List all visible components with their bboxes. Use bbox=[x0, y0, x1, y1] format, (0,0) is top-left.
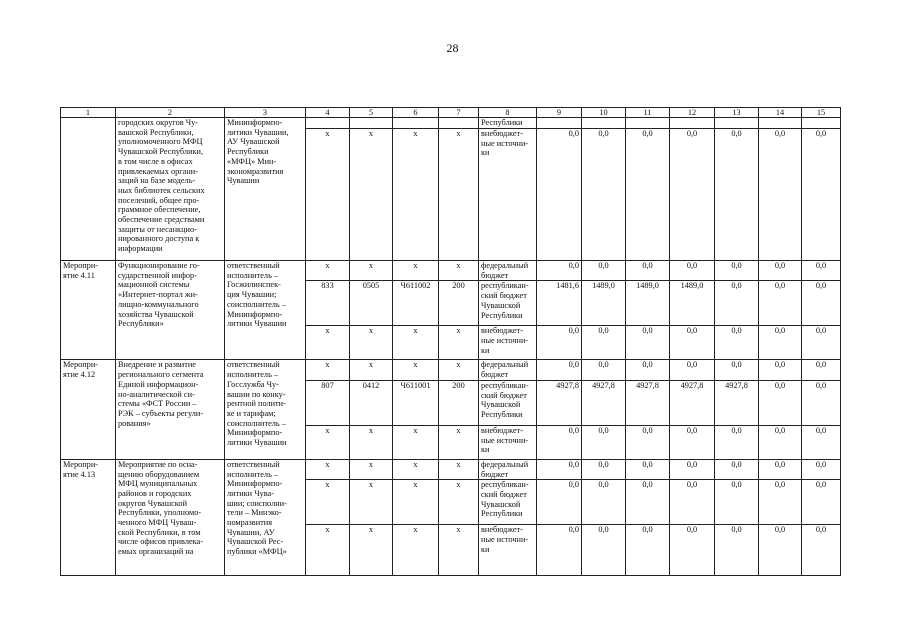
value-cell: 0,0 bbox=[759, 380, 802, 425]
executor-cell: ответственный исполнитель – Мининформпо- литики Чува- шии; соисполни- тели – Минэко- номразвития Чувашии, АУ Чувашской Рес- публики «МФЦ» bbox=[225, 459, 306, 575]
value-cell: 0,0 bbox=[582, 129, 626, 261]
value-cell: 0,0 bbox=[626, 326, 670, 360]
code-cell-7: 200 bbox=[439, 380, 479, 425]
code-cell-6: Ч611002 bbox=[393, 281, 439, 326]
value-cell: 0,0 bbox=[759, 525, 802, 576]
value-cell: 0,0 bbox=[802, 480, 841, 525]
table-row bbox=[61, 118, 841, 129]
value-cell: 0,0 bbox=[537, 459, 582, 479]
header-cell: 10 bbox=[582, 108, 626, 118]
value-cell: 0,0 bbox=[802, 380, 841, 425]
value-cell: 0,0 bbox=[537, 261, 582, 281]
header-cell: 5 bbox=[350, 108, 393, 118]
code-cell-4: x bbox=[306, 459, 350, 479]
value-cell: 0,0 bbox=[537, 360, 582, 380]
code-cell-6: x bbox=[393, 459, 439, 479]
empty-cell bbox=[715, 118, 759, 129]
value-cell: 0,0 bbox=[582, 525, 626, 576]
value-cell: 0,0 bbox=[626, 261, 670, 281]
value-cell: 1481,6 bbox=[537, 281, 582, 326]
value-cell: 0,0 bbox=[802, 326, 841, 360]
code-cell-6: x bbox=[393, 326, 439, 360]
value-cell: 0,0 bbox=[670, 459, 715, 479]
table-row bbox=[61, 261, 841, 281]
activity-description: городских округов Чу- вашской Республики, уполномоченного МФЦ Чувашской Республики, в том числе в офисах привлекаемых органи- заций на базе модель- ных библиотек сельских поселений, общее про- граммное обеспечение, обеспечение средствами защиты от несанкцио- нированного доступа к информации bbox=[116, 118, 225, 261]
empty-cell bbox=[306, 118, 350, 129]
empty-cell bbox=[670, 118, 715, 129]
value-cell: 0,0 bbox=[715, 525, 759, 576]
value-cell: 0,0 bbox=[715, 326, 759, 360]
code-cell-6: x bbox=[393, 525, 439, 576]
header-cell: 13 bbox=[715, 108, 759, 118]
value-cell: 0,0 bbox=[759, 129, 802, 261]
activity-label: Меропри- ятие 4.11 bbox=[61, 261, 116, 360]
value-cell: 0,0 bbox=[582, 480, 626, 525]
value-cell: 0,0 bbox=[715, 360, 759, 380]
code-cell-6: x bbox=[393, 425, 439, 459]
code-cell-7: x bbox=[439, 360, 479, 380]
code-cell-7: x bbox=[439, 129, 479, 261]
value-cell: 0,0 bbox=[537, 425, 582, 459]
empty-cell bbox=[61, 118, 116, 261]
code-cell-4: x bbox=[306, 525, 350, 576]
value-cell: 0,0 bbox=[802, 425, 841, 459]
empty-cell bbox=[582, 118, 626, 129]
funding-source: федеральный бюджет bbox=[479, 360, 537, 380]
funding-source: внебюджет- ные источни- ки bbox=[479, 525, 537, 576]
value-cell: 0,0 bbox=[759, 425, 802, 459]
value-cell: 0,0 bbox=[715, 129, 759, 261]
value-cell: 0,0 bbox=[759, 459, 802, 479]
value-cell: 0,0 bbox=[670, 129, 715, 261]
funding-source: внебюджет- ные источни- ки bbox=[479, 326, 537, 360]
code-cell-7: x bbox=[439, 459, 479, 479]
empty-cell bbox=[537, 118, 582, 129]
header-cell: 1 bbox=[61, 108, 116, 118]
code-cell-5: x bbox=[350, 129, 393, 261]
value-cell: 0,0 bbox=[759, 261, 802, 281]
code-cell-7: 200 bbox=[439, 281, 479, 326]
empty-cell bbox=[393, 118, 439, 129]
code-cell-4: x bbox=[306, 360, 350, 380]
activity-label: Меропри- ятие 4.12 bbox=[61, 360, 116, 459]
empty-cell bbox=[759, 118, 802, 129]
funding-source: Республики bbox=[479, 118, 537, 129]
value-cell: 0,0 bbox=[802, 459, 841, 479]
value-cell: 0,0 bbox=[582, 326, 626, 360]
value-cell: 4927,8 bbox=[715, 380, 759, 425]
value-cell: 0,0 bbox=[715, 459, 759, 479]
funding-source: внебюджет- ные источни- ки bbox=[479, 129, 537, 261]
value-cell: 0,0 bbox=[715, 425, 759, 459]
value-cell: 4927,8 bbox=[537, 380, 582, 425]
table-row bbox=[61, 459, 841, 479]
funding-source: внебюджет- ные источни- ки bbox=[479, 425, 537, 459]
header-cell: 8 bbox=[479, 108, 537, 118]
code-cell-5: 0505 bbox=[350, 281, 393, 326]
value-cell: 0,0 bbox=[537, 129, 582, 261]
empty-cell bbox=[439, 118, 479, 129]
value-cell: 0,0 bbox=[670, 360, 715, 380]
value-cell: 0,0 bbox=[537, 480, 582, 525]
code-cell-6: x bbox=[393, 480, 439, 525]
code-cell-7: x bbox=[439, 261, 479, 281]
header-cell: 7 bbox=[439, 108, 479, 118]
value-cell: 0,0 bbox=[670, 480, 715, 525]
value-cell: 0,0 bbox=[670, 326, 715, 360]
activity-description: Внедрение и развитие регионального сегмента Единой информацион- но-аналитической си- стемы «ФСТ России – РЭК – субъекты регули- рования» bbox=[116, 360, 225, 459]
executor-cell: ответственный исполнитель – Госслужба Чу- вашии по конку- рентной полити- ке и тарифам; соисполнитель – Мининформпо- литики Чувашии bbox=[225, 360, 306, 459]
value-cell: 1489,0 bbox=[670, 281, 715, 326]
value-cell: 0,0 bbox=[670, 261, 715, 281]
page-number: 28 bbox=[446, 41, 459, 55]
code-cell-6: x bbox=[393, 360, 439, 380]
value-cell: 0,0 bbox=[626, 129, 670, 261]
value-cell: 0,0 bbox=[537, 525, 582, 576]
code-cell-4: x bbox=[306, 326, 350, 360]
activity-description: Мероприятие по осна- щению оборудованием МФЦ муниципальных районов и городских округов Чувашской Республики, уполномо- ченного МФЦ Чуваш- ской Республики, в том числе офисов привлека- емых организаций на bbox=[116, 459, 225, 575]
code-cell-7: x bbox=[439, 326, 479, 360]
value-cell: 0,0 bbox=[715, 480, 759, 525]
value-cell: 0,0 bbox=[802, 281, 841, 326]
value-cell: 4927,8 bbox=[626, 380, 670, 425]
header-cell: 9 bbox=[537, 108, 582, 118]
table-row bbox=[61, 360, 841, 380]
header-cell: 2 bbox=[116, 108, 225, 118]
activity-description: Функционирование го- сударственной инфор- мационной системы «Интернет-портал жи- лищно-коммунального хозяйства Чувашской Республики» bbox=[116, 261, 225, 360]
value-cell: 0,0 bbox=[626, 425, 670, 459]
value-cell: 0,0 bbox=[582, 459, 626, 479]
code-cell-6: Ч611001 bbox=[393, 380, 439, 425]
value-cell: 0,0 bbox=[537, 326, 582, 360]
funding-source: республикан- ский бюджет Чувашской Республики bbox=[479, 380, 537, 425]
value-cell: 0,0 bbox=[802, 129, 841, 261]
header-row bbox=[61, 108, 841, 118]
code-cell-5: x bbox=[350, 261, 393, 281]
code-cell-5: x bbox=[350, 525, 393, 576]
header-cell: 4 bbox=[306, 108, 350, 118]
value-cell: 0,0 bbox=[802, 360, 841, 380]
code-cell-4: 833 bbox=[306, 281, 350, 326]
value-cell: 0,0 bbox=[715, 261, 759, 281]
code-cell-7: x bbox=[439, 425, 479, 459]
value-cell: 0,0 bbox=[582, 425, 626, 459]
empty-cell bbox=[802, 118, 841, 129]
code-cell-5: x bbox=[350, 326, 393, 360]
value-cell: 0,0 bbox=[626, 360, 670, 380]
code-cell-4: x bbox=[306, 480, 350, 525]
value-cell: 0,0 bbox=[759, 480, 802, 525]
header-cell: 6 bbox=[393, 108, 439, 118]
header-cell: 15 bbox=[802, 108, 841, 118]
code-cell-5: x bbox=[350, 360, 393, 380]
code-cell-4: x bbox=[306, 261, 350, 281]
header-cell: 12 bbox=[670, 108, 715, 118]
code-cell-6: x bbox=[393, 129, 439, 261]
code-cell-7: x bbox=[439, 480, 479, 525]
funding-source: республикан- ский бюджет Чувашской Республики bbox=[479, 480, 537, 525]
value-cell: 0,0 bbox=[759, 326, 802, 360]
executor-cell: ответственный исполнитель – Госжилинспек- ция Чувашии; соисполнитель – Мининформпо- литики Чувашии bbox=[225, 261, 306, 360]
empty-cell bbox=[626, 118, 670, 129]
activity-label: Меропри- ятие 4.13 bbox=[61, 459, 116, 575]
value-cell: 0,0 bbox=[670, 425, 715, 459]
value-cell: 0,0 bbox=[670, 525, 715, 576]
value-cell: 0,0 bbox=[626, 525, 670, 576]
code-cell-5: 0412 bbox=[350, 380, 393, 425]
code-cell-4: x bbox=[306, 129, 350, 261]
code-cell-4: 807 bbox=[306, 380, 350, 425]
code-cell-6: x bbox=[393, 261, 439, 281]
value-cell: 0,0 bbox=[582, 261, 626, 281]
header-cell: 3 bbox=[225, 108, 306, 118]
value-cell: 0,0 bbox=[759, 360, 802, 380]
funding-source: республикан- ский бюджет Чувашской Республики bbox=[479, 281, 537, 326]
code-cell-5: x bbox=[350, 459, 393, 479]
program-table bbox=[60, 107, 841, 576]
value-cell: 4927,8 bbox=[582, 380, 626, 425]
value-cell: 0,0 bbox=[626, 459, 670, 479]
value-cell: 1489,0 bbox=[582, 281, 626, 326]
header-cell: 14 bbox=[759, 108, 802, 118]
funding-source: федеральный бюджет bbox=[479, 459, 537, 479]
executor-cell: Мининформпо- литики Чувашии, АУ Чувашской Республики «МФЦ» Мин- экономразвития Чувашии bbox=[225, 118, 306, 261]
value-cell: 0,0 bbox=[759, 281, 802, 326]
value-cell: 0,0 bbox=[802, 261, 841, 281]
code-cell-5: x bbox=[350, 425, 393, 459]
value-cell: 0,0 bbox=[802, 525, 841, 576]
funding-source: федеральный бюджет bbox=[479, 261, 537, 281]
empty-cell bbox=[350, 118, 393, 129]
header-cell: 11 bbox=[626, 108, 670, 118]
code-cell-4: x bbox=[306, 425, 350, 459]
code-cell-7: x bbox=[439, 525, 479, 576]
value-cell: 0,0 bbox=[626, 480, 670, 525]
code-cell-5: x bbox=[350, 480, 393, 525]
value-cell: 0,0 bbox=[582, 360, 626, 380]
value-cell: 1489,0 bbox=[626, 281, 670, 326]
value-cell: 0,0 bbox=[715, 281, 759, 326]
value-cell: 4927,8 bbox=[670, 380, 715, 425]
